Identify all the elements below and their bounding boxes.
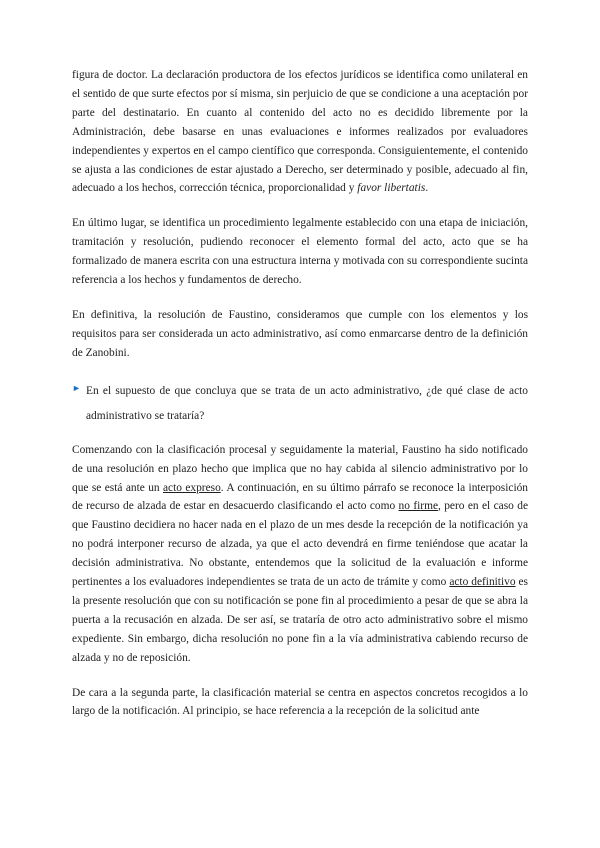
bullet-question-text: En el supuesto de que concluya que se trata de un acto administrativo, ¿de qué clase de acto administrativo se trataría? — [86, 384, 528, 422]
term-acto-expreso: acto expreso — [162, 481, 221, 494]
document-page — [72, 66, 528, 721]
latin-term-favor-libertatis: favor libertatis — [357, 182, 426, 195]
paragraph-text-end: . — [425, 182, 429, 195]
paragraph-text: figura de doctor. La declaración productora de los efectos jurídicos se identifica como unilateral en el sentido de que surte efectos por sí misma, sin perjuicio de que se condicione a una aceptación por parte del destinatario. En cuanto al contenido del acto no es decidido libremente por la Administración, debe basarse en unas evaluaciones e informes realizados por evaluadores independientes y expertos en el campo científico que corresponda. Consiguientemente, el contenido se ajusta a las condiciones de estar ajustado a Derecho, ser determinado y posible, adecuado al fin, adecuado a los hechos, corrección técnica, proporcionalidad y — [72, 69, 528, 195]
paragraph-text: . A continuación, en su último párrafo se reconoce la interposición de recurso de alzada de estar en desacuerdo clasificando el acto como — [72, 481, 529, 513]
bullet-question — [72, 379, 528, 429]
paragraph-text: es la presente resolución que con su notificación se pone fin al procedimiento a pesar de que se abra la puerta a la recusación en alzada. De ser así, se trataría de otro acto administrativo sobre el mismo expediente. Sin embargo, dicha resolución no pone fin a la vía administrativa cabiendo recurso de alzada y no de reposición. — [72, 576, 528, 664]
paragraph-conclusion: En definitiva, la resolución de Faustino, consideramos que cumple con los elementos y los requisitos para ser considerada un acto administrativo, así como enmarcarse dentro de la definición de Zanobini. — [72, 308, 528, 359]
paragraph-elements-of-act — [72, 66, 528, 198]
paragraph-text: , pero en el caso de que Faustino decidiera no hacer nada en el plazo de un mes desde la recepción de la notificación ya no podrá interponer recurso de alzada, ya que el acto devendrá en firme teniéndose que acatar la decisión administrativa. No obstante, entendemos que la solicitud de la evaluación e informe pertinentes a los evaluadores independientes se trata de un acto de trámite y como — [72, 500, 528, 589]
bullet-arrow-icon: ► — [72, 382, 81, 393]
term-acto-definitivo: acto definitivo — [449, 576, 516, 589]
term-no-firme: no firme — [398, 500, 438, 513]
paragraph-text: Comenzando con la clasificación procesal y seguidamente la material, Faustino ha sido notificado de una resolución en plazo hecho que implica que no hay cabida al silencio administrativo por lo que se está ante un — [72, 443, 528, 494]
paragraph-second-part: De cara a la segunda parte, la clasificación material se centra en aspectos concretos recogidos a lo largo de la notificación. Al principio, se hace referencia a la recepción de la solicitud ante — [72, 686, 528, 718]
paragraph-procedure: En último lugar, se identifica un procedimiento legalmente establecido con una etapa de iniciación, tramitación y resolución, pudiendo reconocer el elemento formal del acto, acto que se ha formalizado de manera escrita con una estructura interna y motivada con su correspondiente sucinta referencia a los hechos y fundamentos de derecho. — [72, 217, 528, 287]
paragraph-classification — [72, 441, 528, 668]
